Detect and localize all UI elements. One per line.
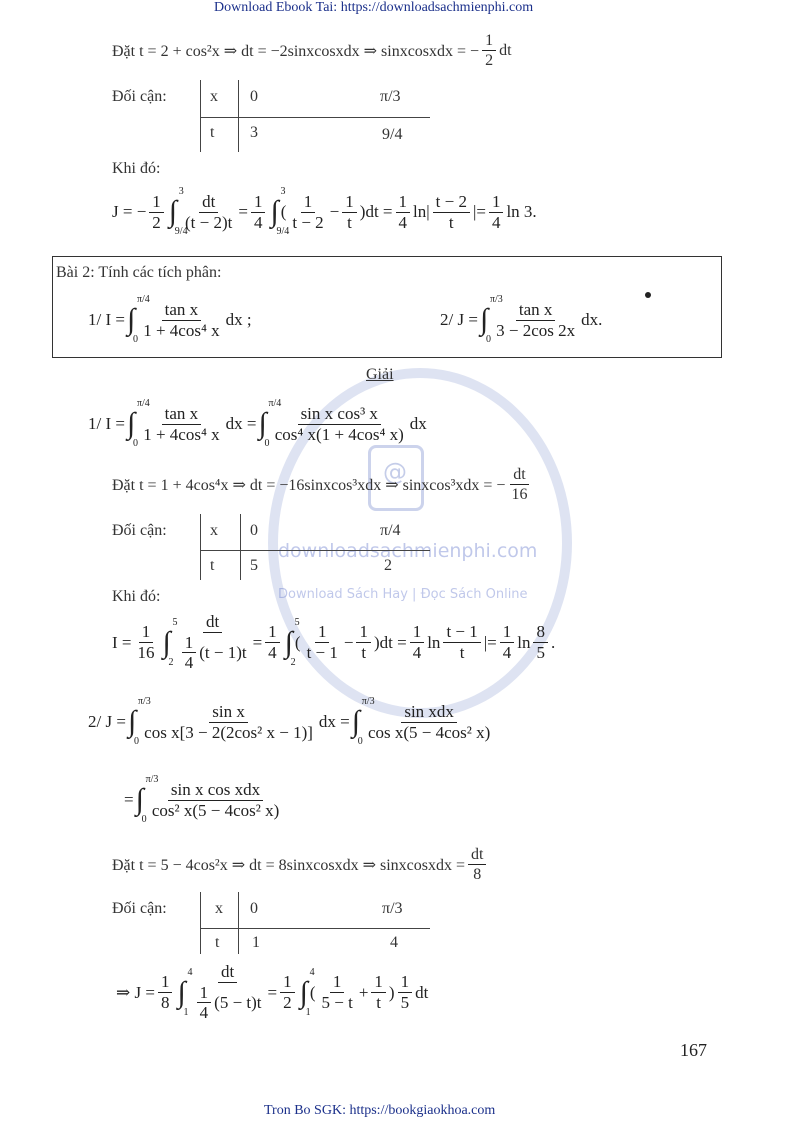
problem-1: 1/ I = ∫ π/4 0 $\frac{\text{tan x}}{\text{1 + 4cos⁴ x}}$ dx ; bbox=[88, 294, 252, 346]
khi-do-label-1: Khi đó: bbox=[112, 588, 161, 605]
ink-dot bbox=[645, 292, 651, 298]
doi-can-label-2: Đối cận: bbox=[112, 900, 167, 917]
bai2-title: Bài 2: Tính các tích phân: bbox=[56, 264, 222, 281]
problem-2: 2/ J = ∫ π/3 0 $\frac{\text{tan x}}{3 - 2\cos 2x}$ dx. bbox=[440, 294, 603, 346]
watermark-tagline: Download Sách Hay | Đọc Sách Online bbox=[278, 587, 528, 602]
solution2-line2: = ∫ π/3 0 $\frac{\text{sin x cos xdx}}{\text{cos² x(5 − 4cos² x)}}$ bbox=[124, 774, 280, 826]
giai-heading: Giải bbox=[366, 366, 394, 383]
solution1-line1: 1/ I = ∫ π/4 0 $\frac{\text{tan x}}{\text{1 + 4cos⁴ x}}$ dx = ∫ π/4 0 $\frac{\text{sin x cos³ x}}{\text{cos⁴ x(1 + 4cos⁴ x)}}$ dx bbox=[88, 398, 427, 450]
substitution-line-2: Đặt t = 5 − 4cos²x ⇒ dt = 8sinxcosxdx ⇒ sinxcosxdx = $\frac{dt}{8}$ bbox=[112, 846, 489, 885]
solution2-line1: 2/ J = ∫ π/3 0 $\frac{\text{sin x}}{\text{cos x[3 − 2(2cos² x − 1)]}}$ dx = ∫ π/3 0 $\frac{\text{sin xdx}}{\text{cos x(5 − 4cos² x)}}$ bbox=[88, 696, 491, 748]
watermark-url: downloadsachmienphi.com bbox=[278, 540, 538, 562]
substitution-line-1: Đặt t = 1 + 4cos⁴x ⇒ dt = −16sinxcos³xdx ⇒ sinxcos³xdx = − $\frac{dt}{16}$ bbox=[112, 466, 528, 504]
doi-can-label-1: Đối cận: bbox=[112, 522, 167, 539]
solution1-result: I = $\frac{1}{16}$ ∫ 5 2 dt $\frac{1}{4}$ (t − 1)t = $\frac{1}{4}$ ∫ 5 2 ( $\frac{1}{t - 1}$ − $\frac{1}{t}$ ) dt = $\frac{1}{4}$ ln $\frac{t - 1}{t}$ | = $\frac{1}{4}$ ln $\frac{8}{5}$ . bbox=[112, 612, 556, 673]
result-line-a: J = − $\frac{1}{2}$ ∫ 3 9/4 $\frac{dt}{(t - 2)t}$ = $\frac{1}{4}$ ∫ 3 9/4 ( $\frac{1}{t - 2}$ − $\frac{1}{t}$ ) dt = $\frac{1}{4}$ ln | $\frac{t - 2}{t}$ | = $\frac{1}{4}$ ln 3. bbox=[112, 186, 537, 238]
doi-can-label: Đối cận: bbox=[112, 88, 167, 105]
page-number: 167 bbox=[680, 1040, 707, 1060]
khi-do-label-a: Khi đó: bbox=[112, 160, 161, 177]
header-download-link[interactable]: Download Ebook Tai: https://downloadsachmienphi.com bbox=[214, 0, 534, 15]
substitution-line-a: Đặt t = 2 + cos²x ⇒ dt = −2sinxcosxdx ⇒ sinxcosxdx = − $\frac{1}{2}$ dt bbox=[112, 32, 512, 70]
solution2-result: ⇒ J = $\frac{1}{8}$ ∫ 4 1 dt $\frac{1}{4}$ (5 − t)t = $\frac{1}{2}$ ∫ 4 1 ( $\frac{1}{5 - t}$ + $\frac{1}{t}$ ) $\frac{1}{5}$ dt bbox=[116, 962, 429, 1023]
footer-sgk-link[interactable]: Tron Bo SGK: https://bookgiaokhoa.com bbox=[264, 1103, 496, 1118]
